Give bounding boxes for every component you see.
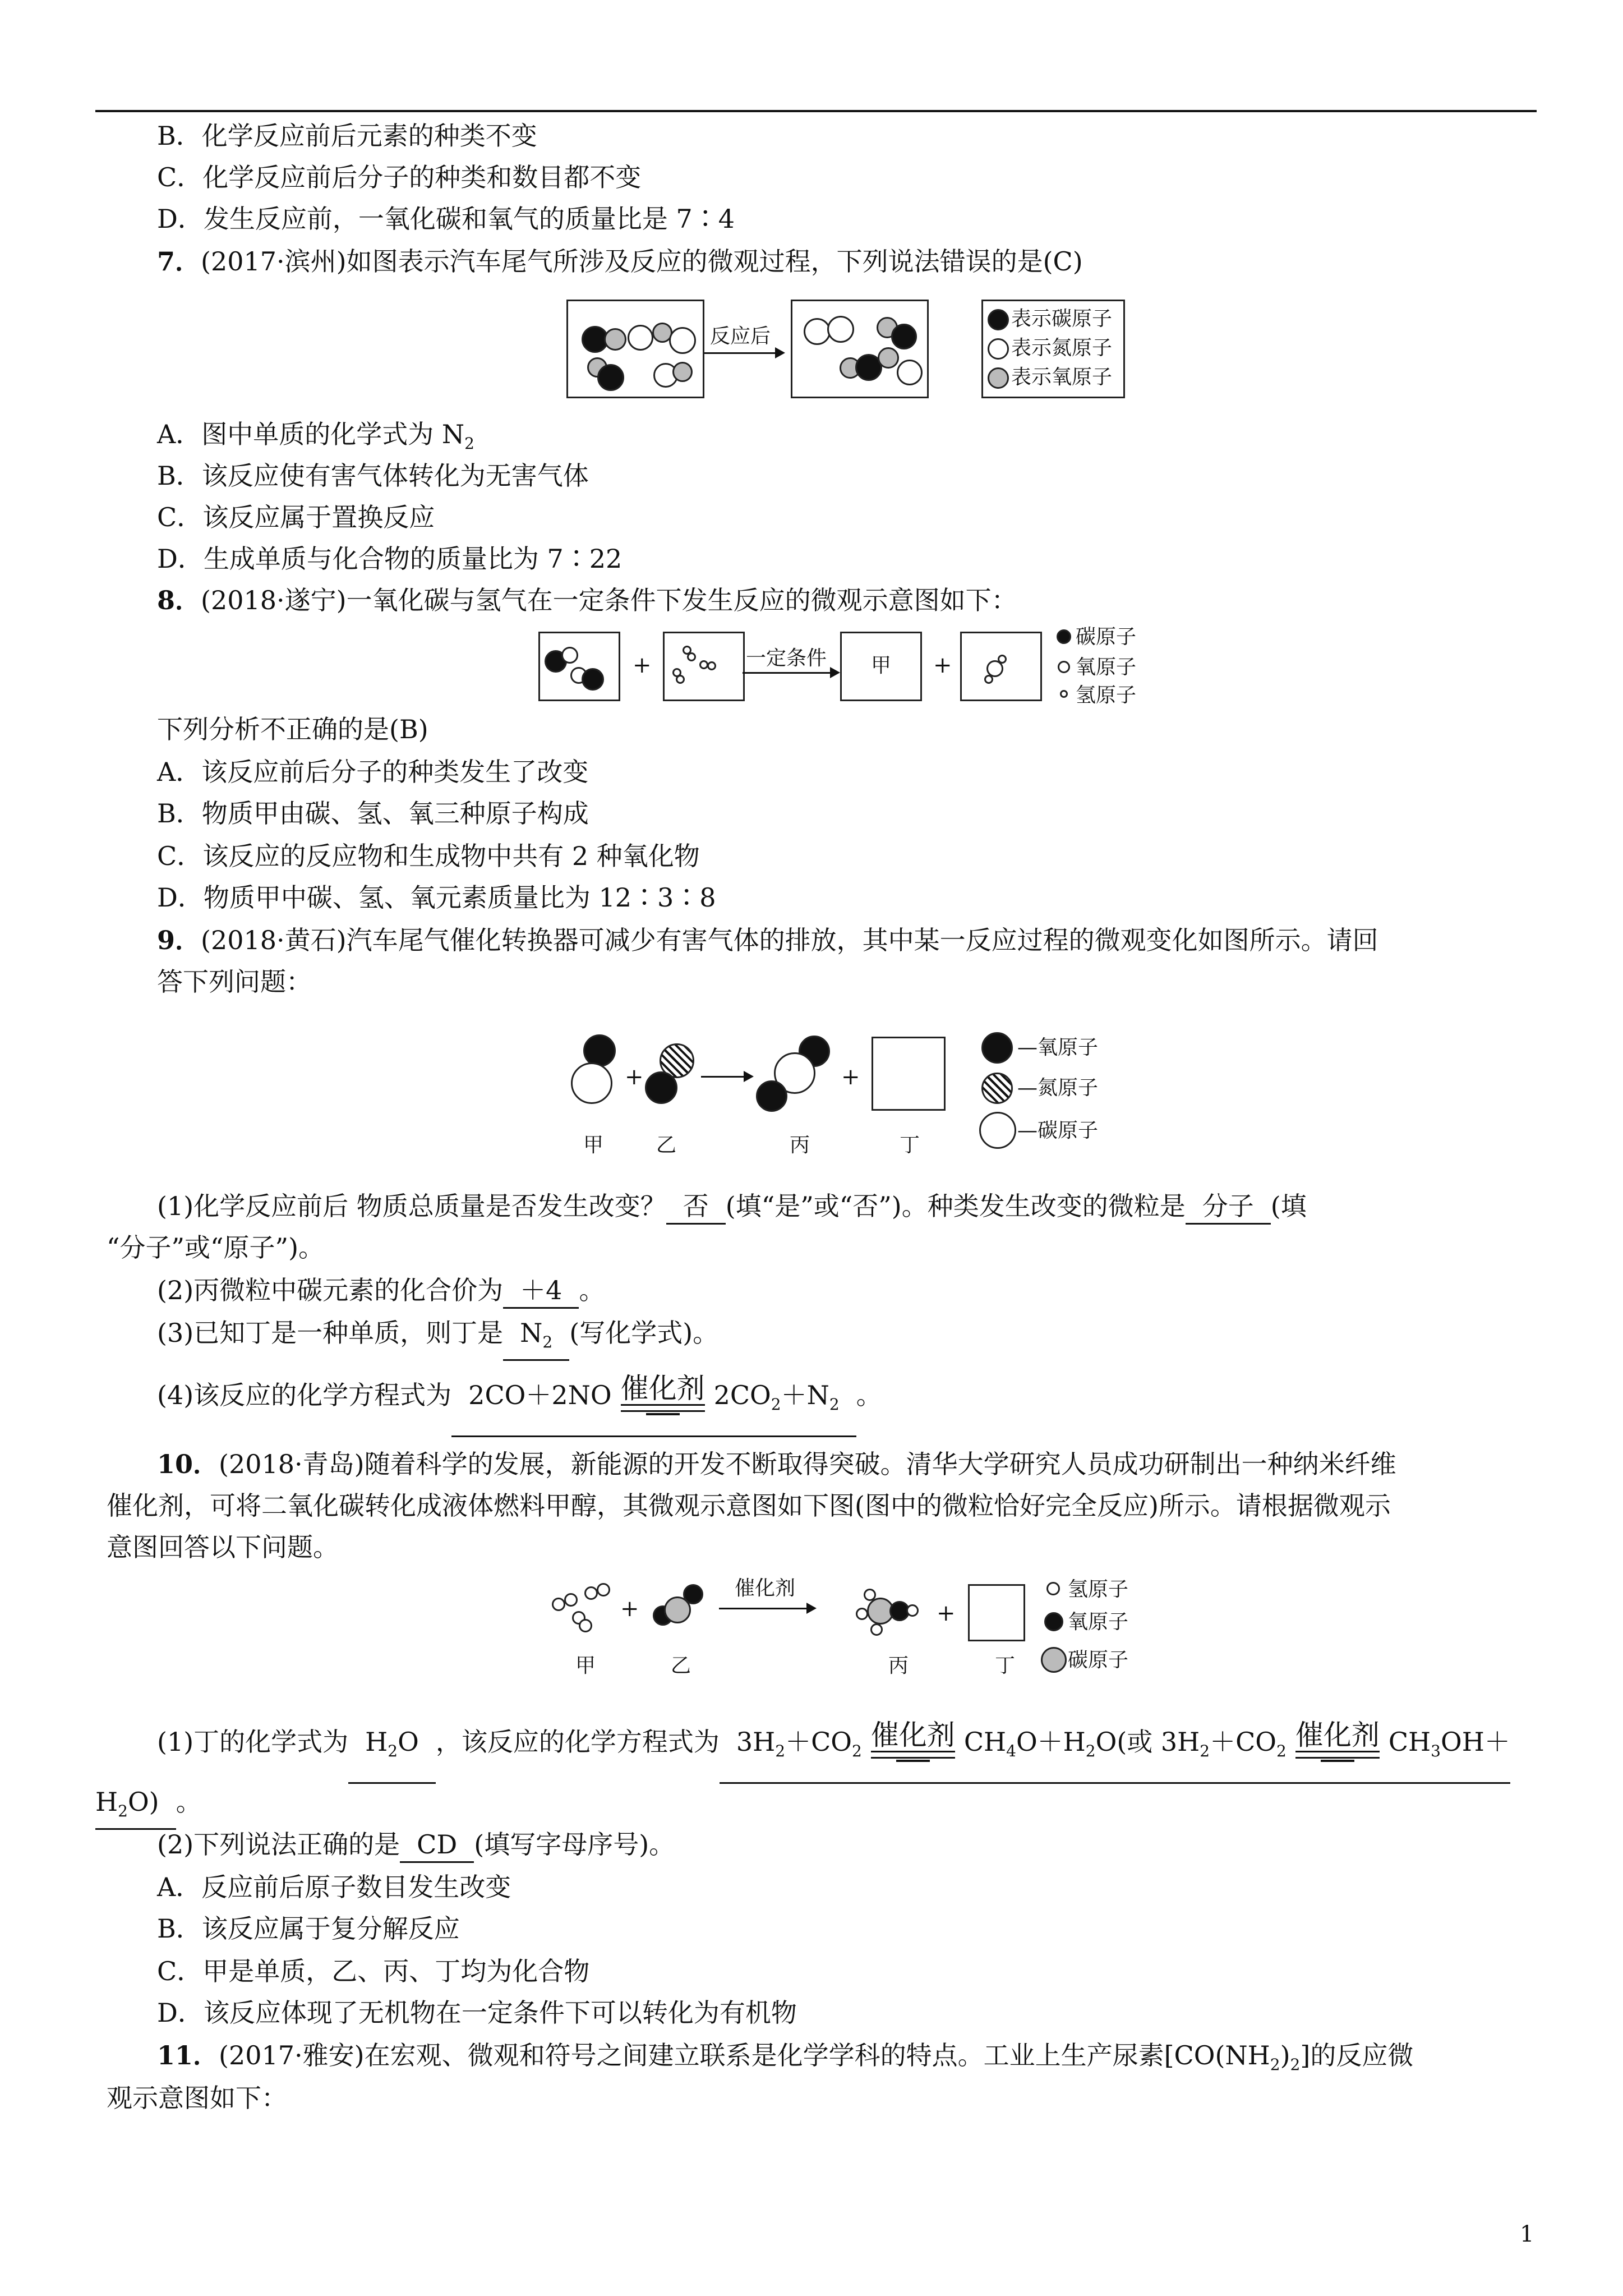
q11-stem-line1 [157, 2039, 1413, 2082]
q8-product-label: 甲 [871, 654, 892, 677]
q9-legend-nitrogen: —氮原子 [1017, 1076, 1099, 1099]
q9-equation-right1-sub: 2 [771, 1395, 781, 1414]
q9-part2-end: 。 [579, 1275, 605, 1305]
q10-number: 10． [157, 1449, 219, 1479]
q9-part2 [157, 1273, 605, 1309]
q10-oxygen-atom [683, 1584, 703, 1604]
q8-figure [538, 624, 1155, 714]
q10-eq2-cont-h: H [95, 1787, 118, 1817]
q10-eq2-right2: OH＋ [1441, 1727, 1510, 1757]
q10-eq1-equals [871, 1751, 955, 1759]
q8-plus: + [933, 652, 952, 678]
q7-stem [157, 245, 1083, 278]
q9-stem-line1 [157, 923, 1378, 957]
q8-number: 8． [157, 585, 201, 615]
q9-part1-answer2: 分子 [1186, 1189, 1271, 1225]
q8-oxygen-atom [561, 647, 578, 664]
q10-part1-answer-o: O [398, 1727, 419, 1757]
q9-equation-right2: ＋N [781, 1380, 829, 1410]
q10-label-yi: 乙 [671, 1654, 691, 1677]
q10-eq1-right2: O＋H [1016, 1727, 1086, 1757]
q8-lead: 下列分析不正确的是(B) [157, 714, 428, 744]
q7-reactant-box [566, 300, 704, 398]
q10-eq2-equals [1295, 1751, 1380, 1759]
q7-figure [566, 297, 1127, 398]
q10-legend-carbon-icon [1041, 1647, 1067, 1673]
q10-hydrogen-atom [856, 1608, 868, 1620]
q10-stem-line1 [157, 1447, 1396, 1481]
q9-equation-condition [621, 1374, 705, 1421]
q9-label-jia: 甲 [583, 1134, 604, 1157]
q10-eq2-left-sub: 2 [1200, 1742, 1210, 1761]
q10-eq2-right: CH [1388, 1727, 1431, 1757]
q7-nitrogen-atom [628, 325, 653, 351]
q10-product-box [968, 1584, 1025, 1641]
q10-option-a: A．反应前后原子数目发生改变 [157, 1872, 511, 1902]
q7-legend-carbon-icon [988, 309, 1009, 330]
q10-eq2-cont-sub: 2 [118, 1802, 128, 1821]
q9-part2-answer: ＋4 [503, 1273, 579, 1309]
q9-part3-answer [503, 1316, 569, 1361]
q8-stem [157, 583, 1017, 617]
q10-label-bing: 丙 [888, 1654, 909, 1677]
q8-option-b: B．物质甲由碳、氢、氧三种原子构成 [157, 798, 589, 829]
q8-arrow-label: 一定条件 [746, 647, 827, 670]
q11-stem-sub2: 2 [1290, 2055, 1301, 2074]
q10-arrow-label: 催化剂 [735, 1577, 796, 1600]
q10-label-jia: 甲 [575, 1654, 596, 1677]
q9-part1-text: (1)化学反应前后 物质总质量是否发生改变？ [157, 1191, 666, 1221]
q8-hydrogen-atom [984, 675, 993, 684]
q10-eq1-underbar [896, 1760, 930, 1768]
q9-part3-text: (3)已知丁是一种单质，则丁是 [157, 1318, 504, 1348]
q10-part1-line2 [95, 1785, 202, 1830]
q9-equation-right2-sub: 2 [829, 1395, 840, 1414]
q9-legend-carbon-icon [979, 1112, 1016, 1149]
q7-option-d: D．生成单质与化合物的质量比为 7∶22 [157, 544, 623, 574]
q9-carbon-atom [571, 1062, 612, 1104]
q9-legend-oxygen: —氧原子 [1017, 1036, 1099, 1059]
q10-part1-answer [348, 1711, 436, 1784]
q9-figure [566, 1021, 1161, 1172]
q8-arrow [743, 672, 838, 674]
q10-legend-hydrogen-icon [1046, 1582, 1060, 1595]
q10-hydrogen-atom [597, 1583, 610, 1596]
q10-hydrogen-atom [579, 1619, 592, 1632]
q7-nitrogen-atom [804, 318, 831, 345]
q7-legend-oxygen: 表示氧原子 [1011, 366, 1113, 389]
q7-option-c: C．该反应属于置换反应 [157, 502, 435, 532]
q10-eq1-right-sub: 4 [1006, 1742, 1016, 1761]
q6-option-c: C．化学反应前后分子的种类和数目都不变 [157, 162, 642, 192]
q10-legend-hydrogen: 氢原子 [1068, 1578, 1129, 1601]
q10-figure [544, 1576, 1172, 1688]
q7-oxygen-atom [878, 347, 899, 369]
q7-nitrogen-atom [669, 327, 696, 354]
q9-part3-answer-text: N [520, 1318, 543, 1348]
q10-part2-answer: CD [400, 1828, 474, 1863]
q8-product-box [840, 632, 922, 701]
q11-stem-text2: ]的反应微 [1300, 2040, 1414, 2070]
q10-eq2-catalyst: 催化剂 [1295, 1719, 1380, 1751]
q8-option-c: C．该反应的反应物和生成物中共有 2 种氧化物 [157, 841, 700, 871]
q10-eq1-catalyst: 催化剂 [870, 1719, 955, 1751]
q9-legend-oxygen-icon [981, 1032, 1013, 1064]
q7-nitrogen-atom [897, 360, 923, 385]
q10-plus: + [937, 1600, 956, 1626]
q10-eq1-right: CH [963, 1727, 1007, 1757]
q8-carbon-atom [582, 668, 604, 691]
q9-oxygen-atom [583, 1034, 616, 1067]
q10-legend-oxygen-icon [1044, 1612, 1063, 1631]
header-rule [95, 110, 1537, 112]
q7-stem-text: (2017·滨州)如图表示汽车尾气所涉及反应的微观过程，下列说法错误的是(C) [201, 246, 1083, 277]
q10-hydrogen-atom [906, 1604, 919, 1617]
q10-plus: + [620, 1596, 639, 1622]
q10-eq1-right3: O(或 3H [1095, 1727, 1200, 1757]
q8-hydrogen-atom [676, 675, 685, 684]
q10-hydrogen-atom [564, 1593, 578, 1607]
q6-option-b: B．化学反应前后元素的种类不变 [157, 121, 537, 151]
q7-legend-nitrogen: 表示氮原子 [1011, 337, 1113, 360]
q9-label-yi: 乙 [656, 1134, 677, 1157]
q8-stem-text: (2018·遂宁)一氧化碳与氢气在一定条件下发生反应的微观示意图如下： [201, 585, 1017, 615]
q7-legend-nitrogen-icon [988, 338, 1009, 360]
q10-eq1-left: 3H [736, 1727, 776, 1757]
q9-plus: + [841, 1064, 860, 1090]
q8-legend-hydrogen-icon [1060, 690, 1068, 698]
q9-part4-answer [451, 1364, 856, 1437]
q9-part1-text3: (填 [1270, 1191, 1307, 1221]
q8-plus: + [633, 652, 652, 678]
q9-part1-line2: “分子”或“原子”)。 [107, 1232, 325, 1263]
q9-legend-carbon: —碳原子 [1017, 1119, 1099, 1142]
q10-part2-end: (填写字母序号)。 [474, 1829, 675, 1860]
q10-part2 [157, 1828, 675, 1863]
q10-equation-answer-cont [95, 1785, 176, 1830]
q7-oxygen-atom [672, 362, 693, 382]
q9-part4-text: (4)该反应的化学方程式为 [157, 1380, 452, 1410]
q8-legend-hydrogen: 氢原子 [1076, 684, 1137, 707]
q10-part1-answer-h: H [365, 1727, 388, 1757]
q9-stem-line2: 答下列问题： [157, 967, 312, 997]
q10-legend-oxygen: 氧原子 [1068, 1611, 1129, 1634]
q8-hydrogen-atom [687, 652, 696, 661]
q9-number: 9． [157, 925, 201, 955]
q10-label-ding: 丁 [995, 1654, 1016, 1677]
q7-legend-box [981, 300, 1125, 398]
q7-option-b: B．该反应使有害气体转化为无害气体 [157, 461, 589, 491]
q10-eq1-left-sub: 2 [775, 1742, 786, 1761]
q6-option-d: D．发生反应前，一氧化碳和氧气的质量比是 7∶4 [157, 204, 735, 234]
q9-part3-end: (写化学式)。 [569, 1318, 719, 1348]
q9-oxygen-atom [645, 1071, 677, 1104]
q10-part1-answer-sub: 2 [388, 1742, 398, 1761]
q7-option-a-text: A．图中单质的化学式为 N [157, 419, 465, 449]
q10-hydrogen-atom [870, 1623, 883, 1636]
q10-equation-answer [720, 1711, 1510, 1784]
q10-eq2-cont-end: O) [127, 1787, 159, 1817]
page-number: 1 [1520, 2221, 1534, 2247]
q10-eq1-left2-sub: 2 [851, 1742, 862, 1761]
q10-eq2-right-sub: 3 [1431, 1742, 1441, 1761]
q9-part1-text2: (填“是”或“否”)。种类发生改变的微粒是 [725, 1191, 1186, 1221]
q9-equation-right1: 2CO [713, 1380, 771, 1410]
q8-hydrogen-atom [707, 661, 716, 670]
q9-equals-underbar [646, 1413, 680, 1421]
q8-legend-oxygen-icon [1058, 661, 1070, 673]
q9-part4 [157, 1364, 882, 1437]
q8-water-box [960, 632, 1042, 701]
q11-stem-line2: 观示意图如下： [107, 2083, 287, 2113]
q10-option-d: D．该反应体现了无机物在一定条件下可以转化为有机物 [157, 1998, 797, 2028]
q8-legend-carbon: 碳原子 [1076, 625, 1137, 648]
q9-equals-sign [621, 1404, 705, 1412]
q7-option-a [157, 417, 474, 461]
q10-hydrogen-atom [584, 1586, 598, 1600]
q9-product-box [872, 1037, 946, 1111]
q11-number: 11． [157, 2040, 219, 2070]
q7-arrow-label: 反应后 [710, 325, 771, 348]
q10-part2-text: (2)下列说法正确的是 [157, 1829, 400, 1860]
q11-stem-paren: ) [1280, 2040, 1290, 2070]
q9-catalyst-label: 催化剂 [620, 1372, 705, 1405]
q7-arrow [704, 352, 783, 354]
q8-h2-box [663, 632, 745, 701]
q9-label-bing: 丙 [790, 1134, 810, 1157]
q11-stem-text: (2017·雅安)在宏观、微观和符号之间建立联系是化学学科的特点。工业上生产尿素[CO(NH [219, 2040, 1270, 2070]
q10-part1-text2: ，该反应的化学方程式为 [435, 1727, 720, 1757]
q10-part1-text: (1)丁的化学式为 [157, 1727, 349, 1757]
q8-option-a: A．该反应前后分子的种类发生了改变 [157, 757, 589, 787]
q10-eq1-right2-sub: 2 [1085, 1742, 1096, 1761]
q9-plus: + [625, 1064, 644, 1090]
q7-product-box [791, 300, 929, 398]
q7-legend-oxygen-icon [988, 367, 1009, 389]
q8-legend-carbon-icon [1057, 629, 1071, 644]
q7-legend-carbon: 表示碳原子 [1011, 307, 1113, 330]
q10-hydrogen-atom [552, 1598, 565, 1611]
q9-part2-text: (2)丙微粒中碳元素的化合价为 [157, 1275, 504, 1305]
q8-co-box [538, 632, 620, 701]
q10-part1-line1 [157, 1711, 1510, 1784]
q10-legend-carbon: 碳原子 [1068, 1649, 1129, 1672]
q10-part1-end: 。 [176, 1787, 202, 1817]
q11-stem-sub1: 2 [1270, 2055, 1280, 2074]
q9-part1-line1 [157, 1189, 1307, 1225]
q9-arrow [701, 1076, 751, 1078]
q10-eq2-underbar [1321, 1760, 1354, 1768]
q10-option-c: C．甲是单质，乙、丙、丁均为化合物 [157, 1956, 590, 1986]
q10-option-b: B．该反应属于复分解反应 [157, 1913, 460, 1944]
q9-part3-answer-sub: 2 [542, 1333, 553, 1352]
q10-arrow [719, 1608, 814, 1609]
q8-legend-oxygen: 氧原子 [1076, 656, 1137, 679]
q7-nitrogen-atom [827, 316, 854, 343]
q9-part1-answer1: 否 [666, 1189, 726, 1225]
q9-label-ding: 丁 [900, 1134, 920, 1157]
q9-equation-left: 2CO＋2NO [468, 1380, 612, 1410]
q7-carbon-atom [597, 364, 624, 391]
q9-part4-end: 。 [856, 1380, 882, 1410]
q9-legend-nitrogen-icon [981, 1073, 1013, 1104]
q10-stem-line2: 催化剂，可将二氧化碳转化成液体燃料甲醇，其微观示意图如下图(图中的微粒恰好完全反应)所示。请根据微观示 [107, 1490, 1391, 1521]
q10-eq1-condition [871, 1720, 955, 1768]
q7-oxygen-atom [604, 328, 626, 351]
q9-oxygen-atom [756, 1080, 787, 1112]
q8-hydrogen-atom [998, 655, 1007, 664]
q9-stem-text: (2018·黄石)汽车尾气催化转换器可减少有害气体的排放，其中某一反应过程的微观变化如图所示。请回 [201, 925, 1378, 955]
q10-eq2-left2-sub: 2 [1276, 1742, 1287, 1761]
q8-option-d: D．物质甲中碳、氢、氧元素质量比为 12∶3∶8 [157, 882, 716, 913]
q10-stem-text: (2018·青岛)随着科学的发展，新能源的开发不断取得突破。清华大学研究人员成功研制出一种纳米纤维 [219, 1449, 1396, 1479]
q9-part3 [157, 1316, 718, 1361]
q10-eq2-left2: ＋CO [1210, 1727, 1277, 1757]
q7-number: 7． [157, 246, 201, 277]
q10-stem-line3: 意图回答以下问题。 [107, 1532, 339, 1562]
q10-eq1-left2: ＋CO [785, 1727, 852, 1757]
q7-option-a-sub: 2 [464, 434, 474, 453]
q10-eq2-condition [1295, 1720, 1380, 1768]
q7-carbon-atom [891, 324, 917, 349]
